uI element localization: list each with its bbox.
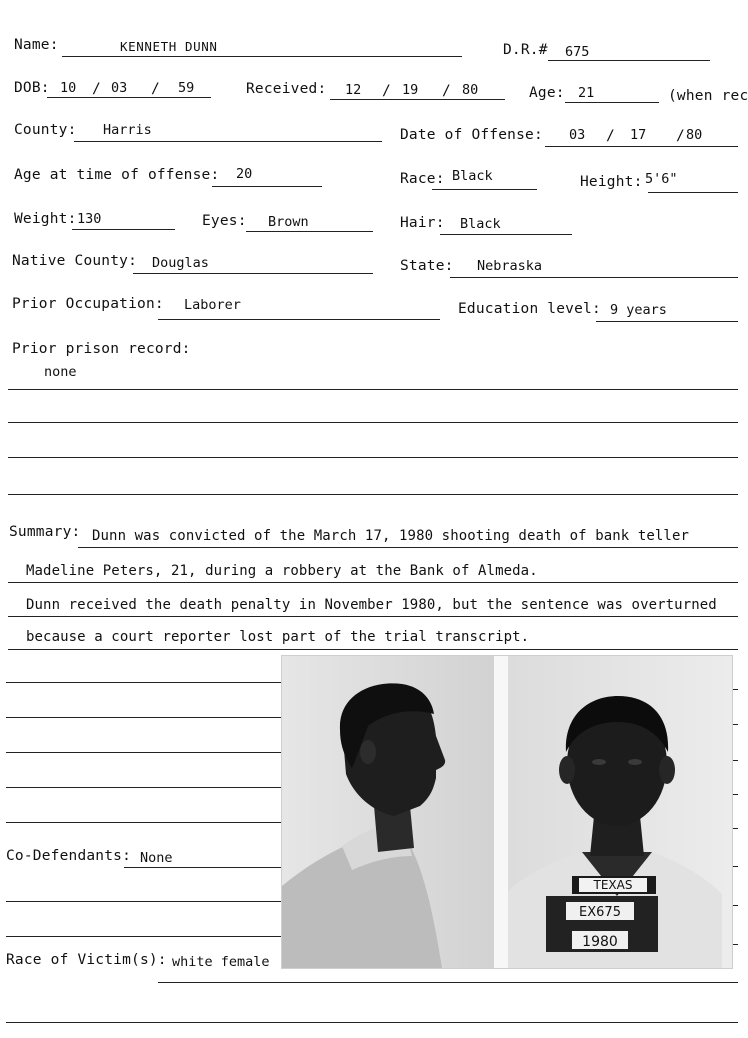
- weight-label: Weight:: [14, 211, 77, 227]
- summary-label: Summary:: [9, 524, 81, 540]
- occupation-underline: [158, 319, 440, 320]
- hair-label: Hair:: [400, 215, 445, 231]
- summary-line-3: Dunn received the death penalty in November 1980, but the sentence was overturned: [26, 597, 717, 613]
- received-month: 12: [345, 82, 362, 98]
- dob-slash-2: /: [151, 81, 160, 97]
- native-county-value: Douglas: [152, 255, 209, 271]
- codefendants-label: Co-Defendants:: [6, 848, 132, 864]
- height-label: Height:: [580, 174, 643, 190]
- received-slash-1: /: [382, 83, 391, 99]
- age-offense-label: Age at time of offense:: [14, 167, 220, 183]
- state-label: State:: [400, 258, 454, 274]
- prior-record-line-3: [8, 457, 738, 458]
- received-year: 80: [462, 82, 479, 98]
- offense-month: 03: [569, 127, 586, 143]
- state-underline: [450, 277, 738, 278]
- prior-record-line-1: [8, 389, 738, 390]
- received-slash-2: /: [442, 83, 451, 99]
- placard-line-2: EX675: [579, 905, 621, 920]
- prior-record-line-4: [8, 494, 738, 495]
- dob-month: 10: [60, 80, 77, 96]
- eyes-underline: [246, 231, 373, 232]
- offense-underline: [545, 146, 738, 147]
- weight-underline: [72, 229, 175, 230]
- received-label: Received:: [246, 81, 327, 97]
- summary-line-4: because a court reporter lost part of the trial transcript.: [26, 629, 530, 645]
- blank-line-1: [6, 682, 282, 683]
- county-label: County:: [14, 122, 77, 138]
- eyes-value: Brown: [268, 214, 309, 230]
- age-value: 21: [578, 85, 595, 101]
- dob-underline: [47, 97, 211, 98]
- victim-race-value: white female: [172, 954, 270, 970]
- dr-underline: [548, 60, 710, 61]
- codefendants-underline: [124, 867, 282, 868]
- height-value: 5'6": [645, 171, 678, 187]
- hair-value: Black: [460, 216, 501, 232]
- bottom-line: [6, 1022, 738, 1023]
- date-offense-label: Date of Offense:: [400, 127, 543, 143]
- mugshot-image: [282, 656, 732, 968]
- age-note: (when rec: [668, 88, 748, 104]
- offense-slash-2: /: [676, 128, 685, 144]
- summary-underline-1: [78, 547, 738, 548]
- education-value: 9 years: [610, 302, 667, 318]
- placard-line-1: TEXAS: [593, 878, 633, 892]
- eyes-label: Eyes:: [202, 213, 247, 229]
- age-offense-value: 20: [236, 166, 253, 182]
- county-value: Harris: [103, 122, 152, 138]
- summary-line-1: Dunn was convicted of the March 17, 1980 shooting death of bank teller: [92, 528, 690, 544]
- offense-year: 80: [686, 127, 703, 143]
- native-county-label: Native County:: [12, 253, 138, 269]
- dob-day: 03: [111, 80, 128, 96]
- state-value: Nebraska: [477, 258, 543, 274]
- race-value: Black: [452, 168, 493, 184]
- name-label: Name:: [14, 37, 59, 53]
- placard-line-3: 1980: [582, 934, 618, 950]
- offense-slash-1: /: [606, 128, 615, 144]
- summary-line-2: Madeline Peters, 21, during a robbery at the Bank of Almeda.: [26, 563, 538, 579]
- age-offense-underline: [212, 186, 322, 187]
- blank-line-3: [6, 752, 282, 753]
- weight-value: 130: [77, 211, 102, 227]
- name-underline: [62, 56, 462, 57]
- education-label: Education level:: [458, 301, 601, 317]
- occupation-label: Prior Occupation:: [12, 296, 164, 312]
- dr-number: 675: [565, 44, 590, 60]
- dr-label: D.R.#: [503, 42, 548, 58]
- offense-day: 17: [630, 127, 647, 143]
- victim-race-underline: [158, 982, 738, 983]
- blank-line-4: [6, 787, 282, 788]
- prior-record-value: none: [44, 364, 77, 380]
- age-underline: [565, 102, 659, 103]
- blank-line-2: [6, 717, 282, 718]
- prior-record-label: Prior prison record:: [12, 341, 191, 357]
- summary-underline-4: [8, 649, 738, 650]
- height-underline: [648, 192, 738, 193]
- race-label: Race:: [400, 171, 445, 187]
- race-underline: [432, 189, 537, 190]
- native-county-underline: [133, 273, 373, 274]
- blank-line-5: [6, 822, 282, 823]
- hair-underline: [440, 234, 572, 235]
- summary-underline-2: [8, 582, 738, 583]
- prior-record-line-2: [8, 422, 738, 423]
- mugshot-photo: [281, 655, 733, 969]
- blank-line-6: [6, 901, 282, 902]
- received-day: 19: [402, 82, 419, 98]
- blank-line-7: [6, 936, 282, 937]
- dob-slash-1: /: [92, 81, 101, 97]
- dob-year: 59: [178, 80, 195, 96]
- county-underline: [74, 141, 382, 142]
- received-underline: [330, 99, 505, 100]
- codefendants-value: None: [140, 850, 173, 866]
- victim-race-label: Race of Victim(s):: [6, 952, 167, 968]
- summary-underline-3: [8, 616, 738, 617]
- occupation-value: Laborer: [184, 297, 241, 313]
- name-value: KENNETH DUNN: [120, 39, 218, 54]
- dob-label: DOB:: [14, 80, 50, 96]
- education-underline: [596, 321, 738, 322]
- age-label: Age:: [529, 85, 565, 101]
